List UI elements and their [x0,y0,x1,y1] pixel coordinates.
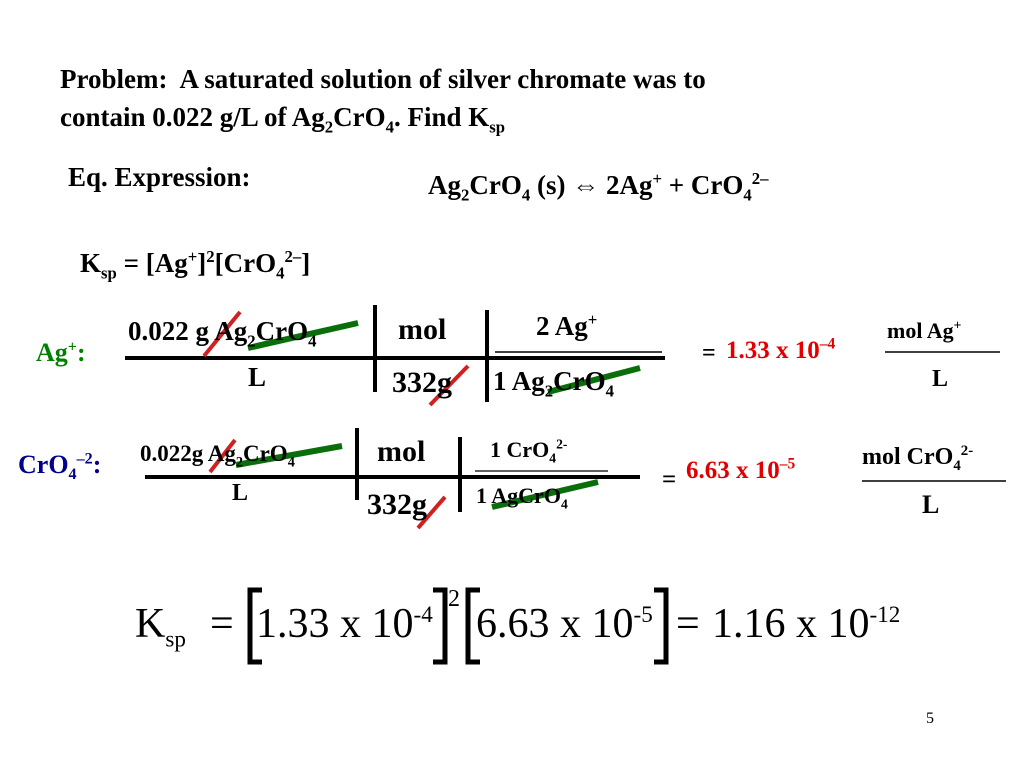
cro-row-unit-denominator: L [922,490,940,519]
bracket-close-2 [654,590,666,662]
bracket-close-1 [433,590,445,662]
ag-row-liter-denominator: L [248,362,267,392]
eq-expression-label: Eq. Expression: [68,162,251,192]
cro-row-ratio-numerator: 1 CrO$_4^{2-}$ [490,436,568,466]
cro-row-mass-numerator: 0.022g $Ag_2CrO_4$ [140,441,295,471]
equilibrium-equation: $Ag_2CrO_4$ (s) ⇔ 2Ag+ + CrO$_4^{2-}$ [428,169,769,205]
ag-row-molar-mass-denominator: 332g [392,366,452,399]
cro-row-unit-numerator: mol CrO$_4^{2-}$ [862,443,974,474]
page-number: 5 [926,710,934,727]
problem-label: Problem: [60,64,168,94]
ag-row-result: 1.33 x $10^{-4}$ [726,335,836,364]
cro-row-result: 6.63 x $10^{-5}$ [686,455,796,484]
ag-row-label: Ag+: [36,338,86,367]
final-equals-2: = [676,601,700,647]
ag-row-equals: = [702,340,716,366]
cro-row-ratio-denominator: 1 AgCrO$_4$ [476,483,568,512]
cro-row-equals: = [662,466,677,493]
final-ksp-label: $K_{sp}$ [135,601,186,652]
ag-row-mol-numerator: mol [398,313,447,346]
ksp-expression: $K_{sp} = [Ag^+]^2[CrO_4^{2-}]$ [80,247,311,283]
ag-row-ratio-numerator: 2 Ag+ [536,310,598,341]
final-cro-concentration: 6.63 x $10^{-5}$ [476,601,653,647]
cro-row-liter-denominator: L [232,480,249,506]
problem-statement: Problem: A saturated solution of silver chromate was to contain 0.022 g/L of $Ag_2CrO_4$. Find $K_{sp}$ [60,64,706,137]
ag-row-unit-denominator: L [932,366,949,392]
problem-text-line1: A saturated solution of silver chromate was to [179,64,706,94]
final-ksp-value: 1.16 x $10^{-12}$ [712,601,901,647]
cro-row-molar-mass-denominator: 332g [367,488,427,521]
equilibrium-arrow-icon: ⇔ [572,170,600,200]
final-equals-1: = [210,601,234,647]
problem-text-line2: contain 0.022 g/L of Ag [60,102,325,132]
cro-row-label: CrO$_4^{-2}$: [18,450,102,484]
cro-row-mol-numerator: mol [377,435,426,468]
ag-row-mass-numerator: 0.022 g $Ag_2CrO_4$ [128,316,317,351]
final-ag-concentration: 1.33 x $10^{-4}$ [256,601,433,647]
ag-row-ratio-denominator: 1 $Ag_2CrO_4$ [493,366,614,401]
ag-row-unit-numerator: mol Ag+ [887,317,962,343]
final-square-exponent: 2 [448,586,460,612]
